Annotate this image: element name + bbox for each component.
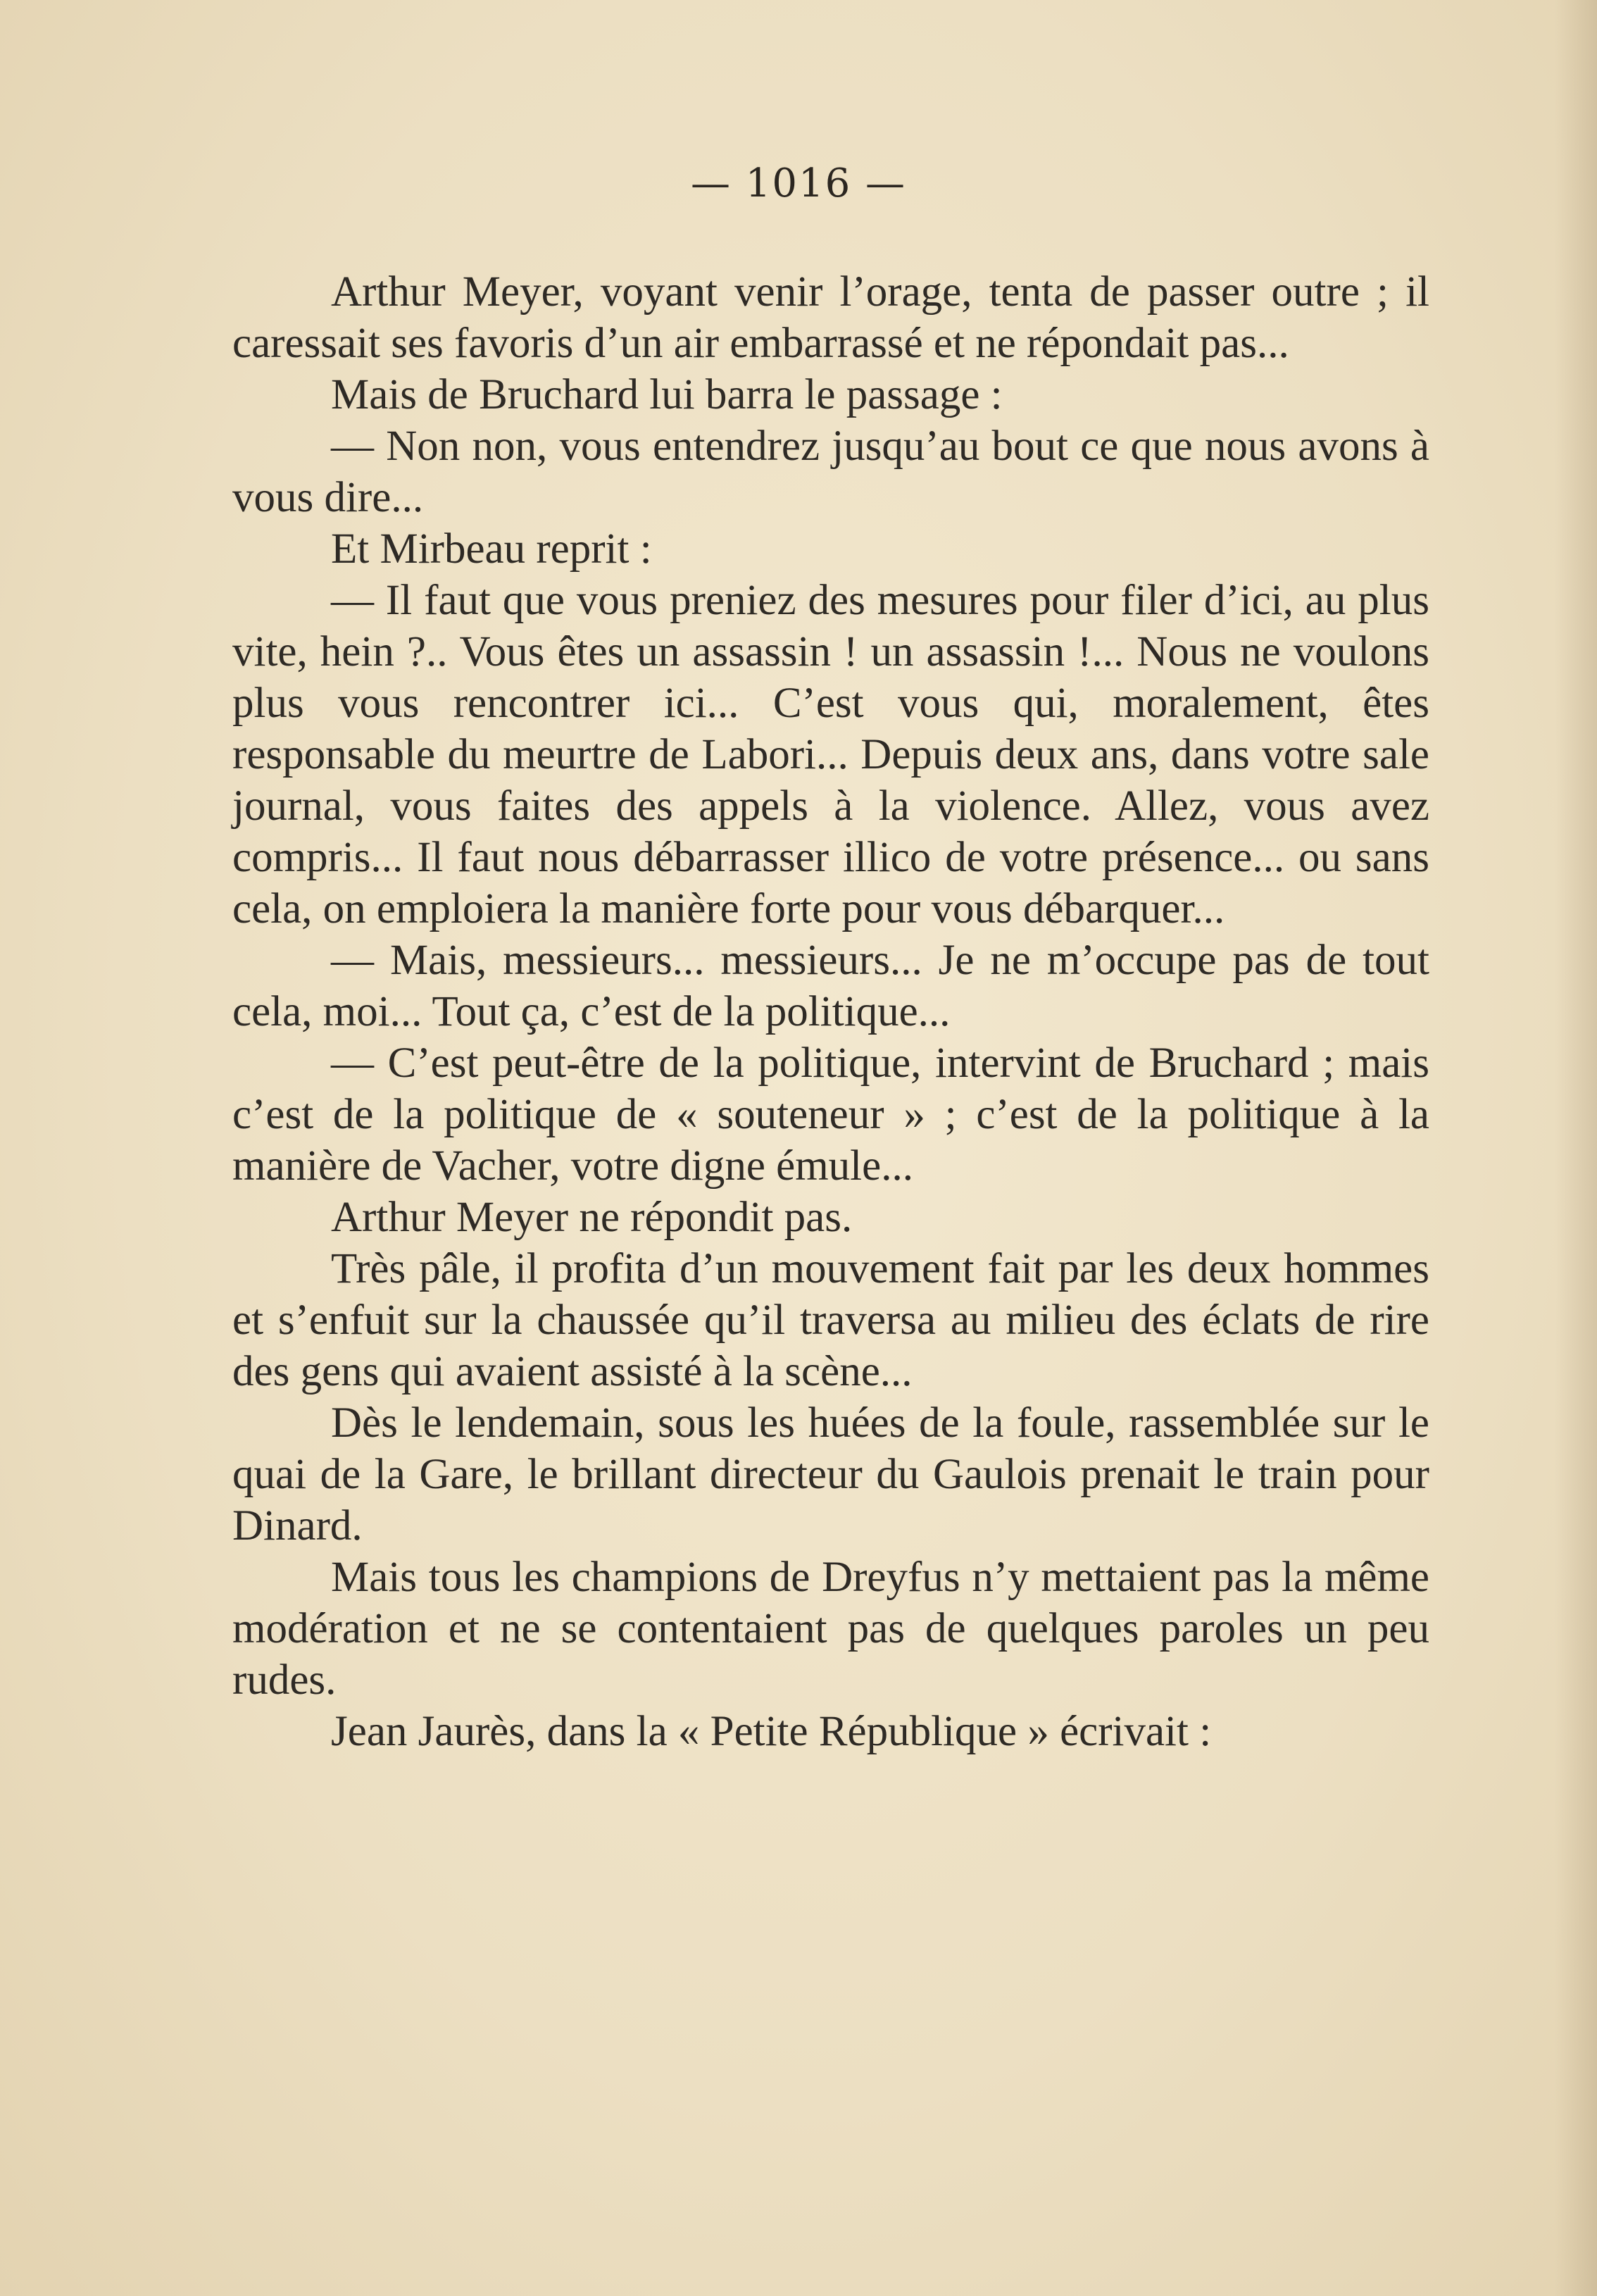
paragraph: — Non non, vous entendrez jusqu’au bout ce que nous avons à vous dire... (232, 423, 1429, 521)
paragraph: Mais tous les champions de Dreyfus n’y mettaient pas la même modération et ne se contentaient pas de quelques paroles un peu rudes. (232, 1554, 1429, 1704)
page-number-header: — 1016 — (690, 161, 907, 206)
paragraph: — Mais, messieurs... messieurs... Je ne m’occupe pas de tout cela, moi... Tout ça, c’est de la politique... (232, 937, 1429, 1035)
paragraph: Et Mirbeau reprit : (331, 525, 652, 573)
paragraph: — C’est peut-être de la politique, intervint de Bruchard ; mais c’est de la politique de « souteneur » ; c’est de la politique à la manière de Vacher, votre digne émule... (232, 1040, 1429, 1190)
paragraph: Arthur Meyer, voyant venir l’orage, tenta de passer outre ; il caressait ses favoris d’un air embarrassé et ne répondait pas... (232, 268, 1429, 367)
paragraph: Mais de Bruchard lui barra le passage : (331, 371, 1003, 418)
paragraph: — Il faut que vous preniez des mesures pour filer d’ici, au plus vite, hein ?.. Vous êtes un assassin ! un assassin !... Nous ne voulons plus vous rencontrer ici... C’est vous qui, moralement, êtes responsable du meurtre de Labori... Depuis deux ans, dans votre sale journal, vous faites des appels à la violence. Allez, vous avez compris... Il faut nous débarrasser illico de votre présence... ou sans cela, on emploiera la manière forte pour vous débarquer... (232, 577, 1429, 932)
paragraph: Arthur Meyer ne répondit pas. (331, 1194, 853, 1241)
paragraph: Très pâle, il profita d’un mouvement fait par les deux hommes et s’enfuit sur la chaussée qu’il traversa au milieu des éclats de rire des gens qui avaient assisté à la scène... (232, 1245, 1429, 1395)
page-edge-shadow (1555, 0, 1597, 2296)
paragraph: Dès le lendemain, sous les huées de la foule, rassemblée sur le quai de la Gare, le brillant directeur du Gaulois prenait le train pour Dinard. (232, 1399, 1429, 1549)
body-text (232, 266, 1429, 1757)
paragraph: Jean Jaurès, dans la « Petite République » écrivait : (331, 1708, 1212, 1755)
